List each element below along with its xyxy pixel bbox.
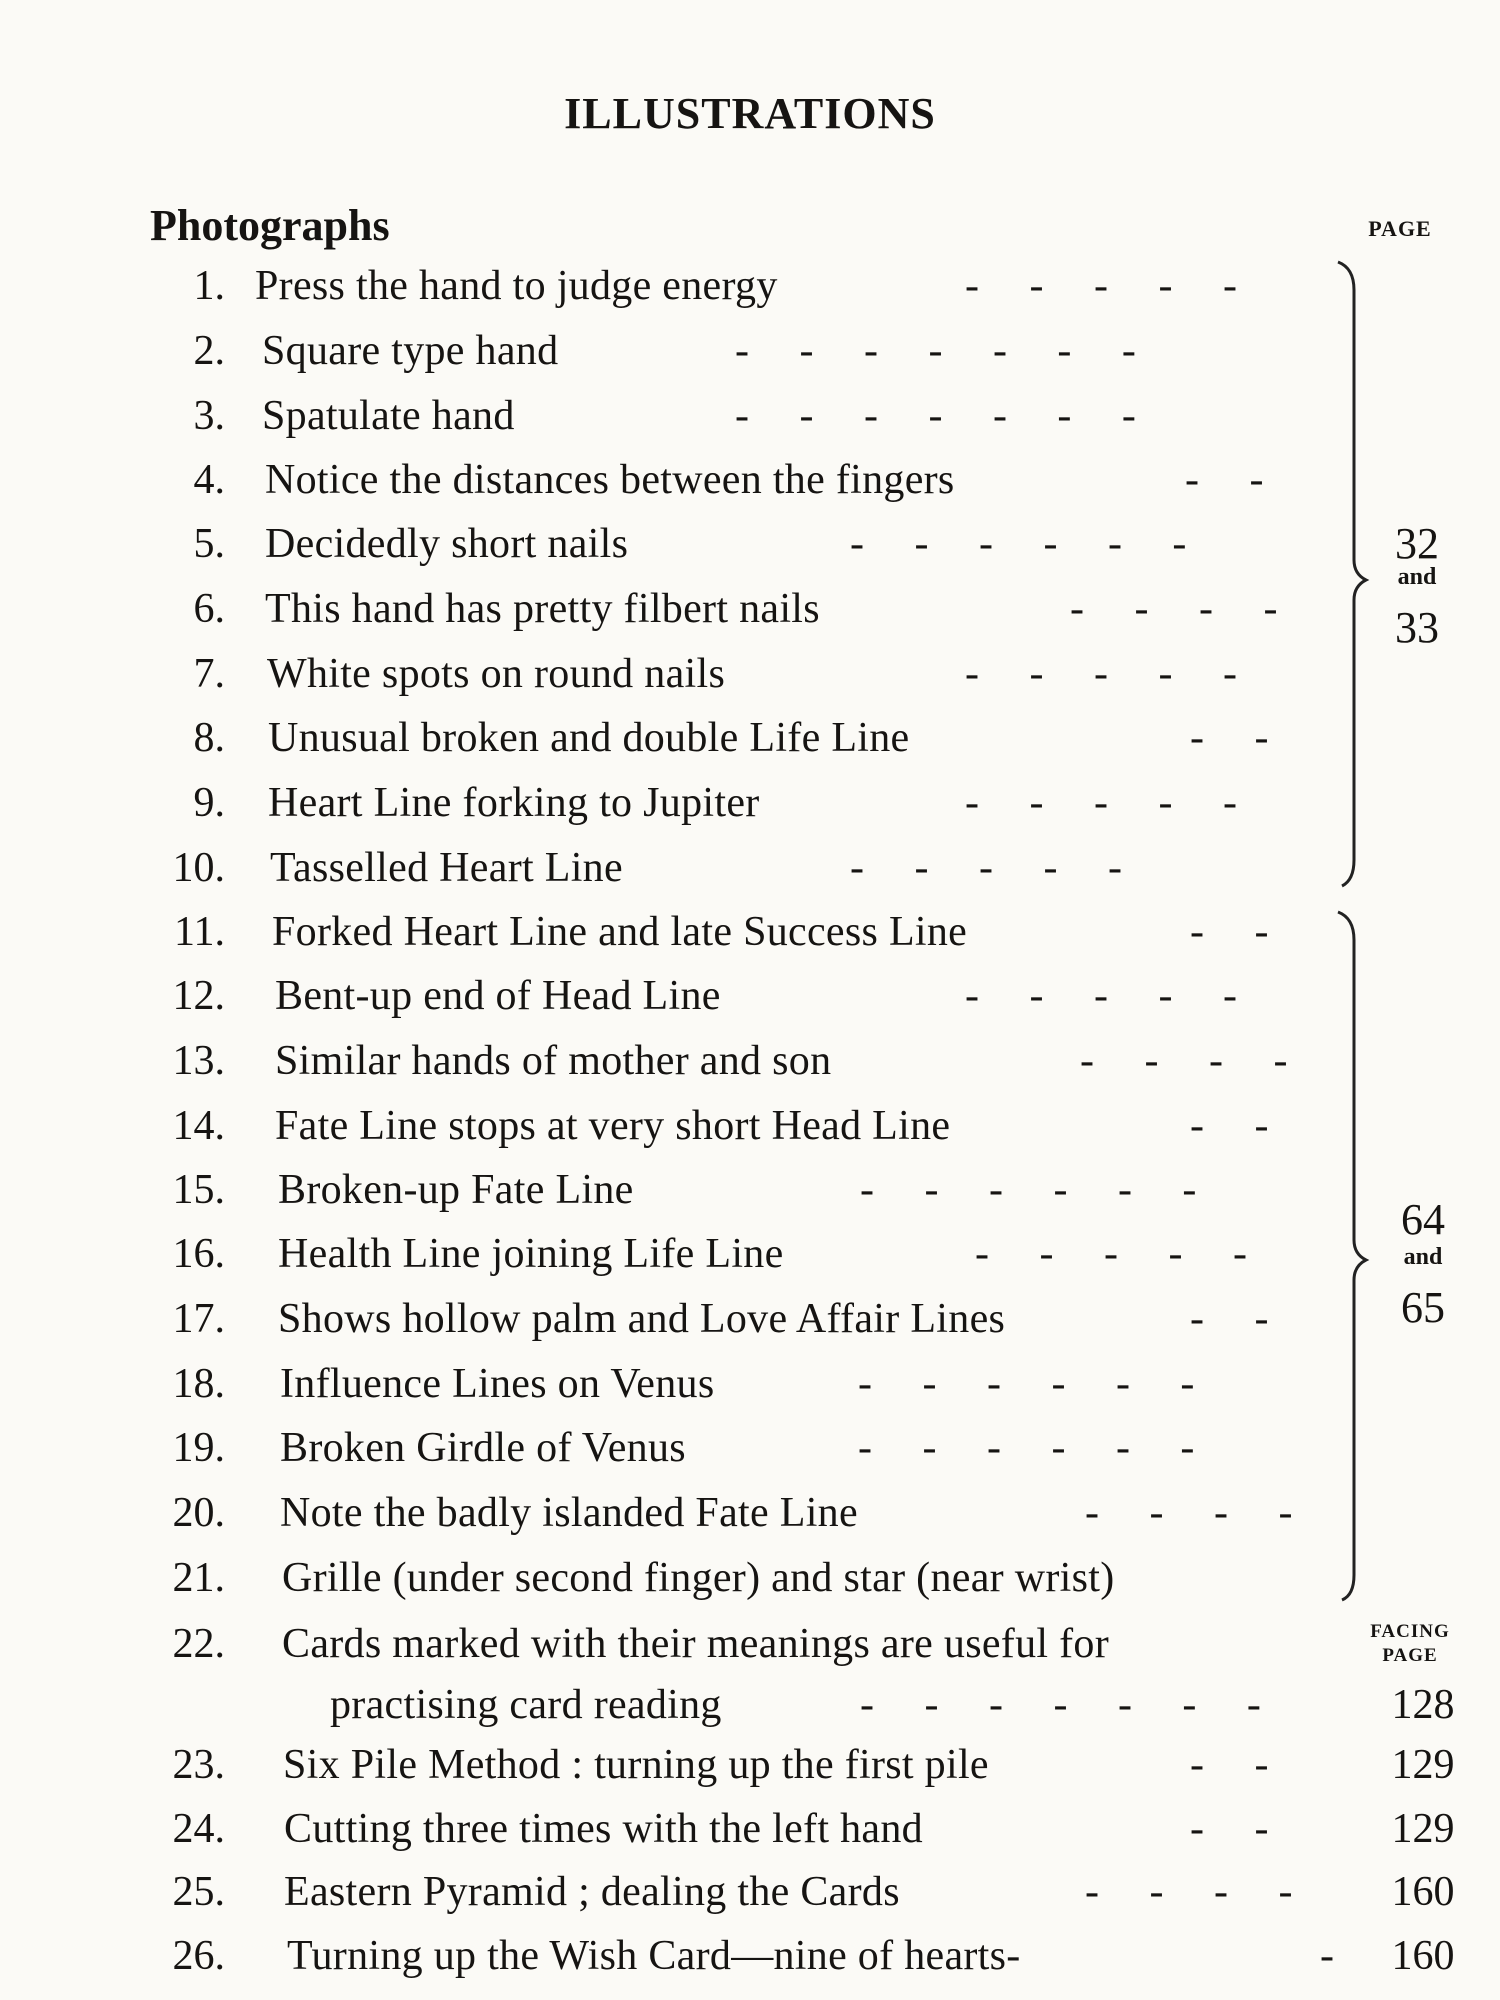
item-number: 13.: [172, 1038, 225, 1084]
group2-conj: and: [1403, 1244, 1443, 1270]
item-caption: White spots on round nails: [267, 651, 726, 697]
item-number: 6.: [193, 586, 225, 632]
dot-leader: - - - - - - -: [735, 393, 1136, 439]
list-item: [0, 1037, 1500, 1097]
item-number: 16.: [172, 1231, 225, 1277]
page-title: ILLUSTRATIONS: [564, 89, 936, 138]
item-caption: practising card reading: [330, 1682, 722, 1728]
item-number: 23.: [172, 1742, 225, 1788]
item-page-number: 129: [1391, 1806, 1455, 1852]
item-number: 22.: [172, 1621, 225, 1667]
item-number: 17.: [172, 1296, 225, 1342]
dot-leader: - -: [1190, 1742, 1269, 1788]
item-caption: Health Line joining Life Line: [278, 1231, 784, 1277]
item-caption: Shows hollow palm and Love Affair Lines: [278, 1296, 1006, 1342]
item-caption: This hand has pretty filbert nails: [265, 586, 820, 632]
list-item: [0, 1360, 1500, 1420]
item-caption: Broken-up Fate Line: [278, 1167, 634, 1213]
item-caption: Turning up the Wish Card—nine of hearts-: [287, 1933, 1021, 1979]
item-caption: Influence Lines on Venus: [280, 1361, 715, 1407]
item-number: 8.: [193, 715, 225, 761]
item-caption: Six Pile Method : turning up the first pile: [283, 1742, 989, 1788]
item-number: 3.: [193, 393, 225, 439]
list-item: [0, 1932, 1500, 1992]
dot-leader: - - - - - -: [858, 1361, 1195, 1407]
list-item: [0, 456, 1500, 516]
dot-leader: - - - - - - -: [735, 328, 1136, 374]
item-number: 24.: [172, 1806, 225, 1852]
item-caption: Press the hand to judge energy: [255, 263, 778, 309]
list-item: [0, 972, 1500, 1032]
item-caption: Fate Line stops at very short Head Line: [275, 1103, 951, 1149]
item-caption: Cutting three times with the left hand: [284, 1806, 923, 1852]
facing-label-line1: FACING: [1370, 1621, 1450, 1642]
item-number: 26.: [172, 1933, 225, 1979]
item-caption: Tasselled Heart Line: [270, 845, 623, 891]
dot-leader: - -: [1190, 715, 1269, 761]
group1-conj: and: [1397, 564, 1437, 590]
item-page-number: 129: [1391, 1742, 1455, 1788]
list-item: [0, 650, 1500, 710]
dot-leader: - - - -: [1070, 586, 1278, 632]
group2-page-bottom: 65: [1401, 1283, 1445, 1332]
list-item: [0, 327, 1500, 387]
facing-label-line2: PAGE: [1382, 1645, 1438, 1666]
list-item: [0, 1102, 1500, 1162]
dot-leader: - -: [1190, 909, 1269, 955]
page-column-label: PAGE: [1368, 216, 1432, 241]
list-item: [0, 1166, 1500, 1226]
list-item: [0, 844, 1500, 904]
list-item: [0, 1681, 1500, 1741]
list-item: [0, 1295, 1500, 1355]
item-caption: Similar hands of mother and son: [275, 1038, 832, 1084]
item-number: 1.: [193, 263, 225, 309]
item-page-number: 160: [1391, 1933, 1455, 1979]
group1-page-top: 32: [1395, 519, 1439, 568]
item-number: 9.: [193, 780, 225, 826]
list-item: [0, 262, 1500, 322]
dot-leader: - - - - -: [965, 263, 1237, 309]
item-caption: Forked Heart Line and late Success Line: [272, 909, 968, 955]
dot-leader: - -: [1190, 1806, 1269, 1852]
list-item: [0, 392, 1500, 452]
item-number: 19.: [172, 1425, 225, 1471]
group2-page-top: 64: [1401, 1195, 1445, 1244]
dot-leader: - - - - - - -: [860, 1682, 1261, 1728]
item-caption: Grille (under second finger) and star (near wrist): [282, 1555, 1115, 1601]
item-page-number: 160: [1391, 1869, 1455, 1915]
dot-leader: - - - -: [1085, 1490, 1293, 1536]
dot-leader: - - - -: [1080, 1038, 1288, 1084]
item-caption: Bent-up end of Head Line: [275, 973, 721, 1019]
item-number: 11.: [174, 909, 225, 955]
dot-leader: - - - - -: [850, 845, 1122, 891]
item-caption: Note the badly islanded Fate Line: [280, 1490, 858, 1536]
dot-leader: - - - - -: [965, 651, 1237, 697]
list-item: [0, 1741, 1500, 1801]
item-caption: Eastern Pyramid ; dealing the Cards: [284, 1869, 900, 1915]
dot-leader: - -: [1185, 457, 1264, 503]
list-item: [0, 1868, 1500, 1928]
dot-leader: - - - - - -: [860, 1167, 1197, 1213]
item-caption: Decidedly short nails: [265, 521, 629, 567]
item-caption: Unusual broken and double Life Line: [268, 715, 910, 761]
item-number: 20.: [172, 1490, 225, 1536]
item-caption: Notice the distances between the fingers: [265, 457, 955, 503]
dot-leader: - - - - -: [965, 780, 1237, 826]
dot-leader: - -: [1190, 1103, 1269, 1149]
item-number: 5.: [193, 521, 225, 567]
item-caption: Square type hand: [262, 328, 559, 374]
item-number: 18.: [172, 1361, 225, 1407]
item-caption: Spatulate hand: [262, 393, 515, 439]
item-caption: Heart Line forking to Jupiter: [268, 780, 760, 826]
dot-leader: - - - - - -: [850, 521, 1187, 567]
item-number: 25.: [172, 1869, 225, 1915]
dot-leader: - - - - - -: [858, 1425, 1195, 1471]
item-number: 10.: [172, 845, 225, 891]
item-page-number: 128: [1391, 1682, 1455, 1728]
item-caption: Broken Girdle of Venus: [280, 1425, 686, 1471]
dot-leader: - - - - -: [975, 1231, 1247, 1277]
list-item: [0, 714, 1500, 774]
list-item: [0, 1620, 1500, 1680]
item-caption: Cards marked with their meanings are useful for: [282, 1621, 1110, 1667]
list-item: [0, 908, 1500, 968]
item-number: 2.: [193, 328, 225, 374]
section-heading: Photographs: [150, 201, 390, 250]
list-item: [0, 1805, 1500, 1865]
item-number: 21.: [172, 1555, 225, 1601]
item-number: 15.: [172, 1167, 225, 1213]
list-item: [0, 520, 1500, 580]
group1-page-bottom: 33: [1395, 603, 1439, 652]
list-item: [0, 585, 1500, 645]
list-item: [0, 1230, 1500, 1290]
dot-leader: - - - -: [1085, 1869, 1293, 1915]
dot-leader: - -: [1190, 1296, 1269, 1342]
dot-leader: -: [1320, 1933, 1334, 1979]
list-item: [0, 1424, 1500, 1484]
item-number: 7.: [193, 651, 225, 697]
list-item: [0, 1489, 1500, 1549]
item-number: 14.: [172, 1103, 225, 1149]
list-item: [0, 1554, 1500, 1614]
item-number: 4.: [193, 457, 225, 503]
item-number: 12.: [172, 973, 225, 1019]
list-item: [0, 779, 1500, 839]
dot-leader: - - - - -: [965, 973, 1237, 1019]
